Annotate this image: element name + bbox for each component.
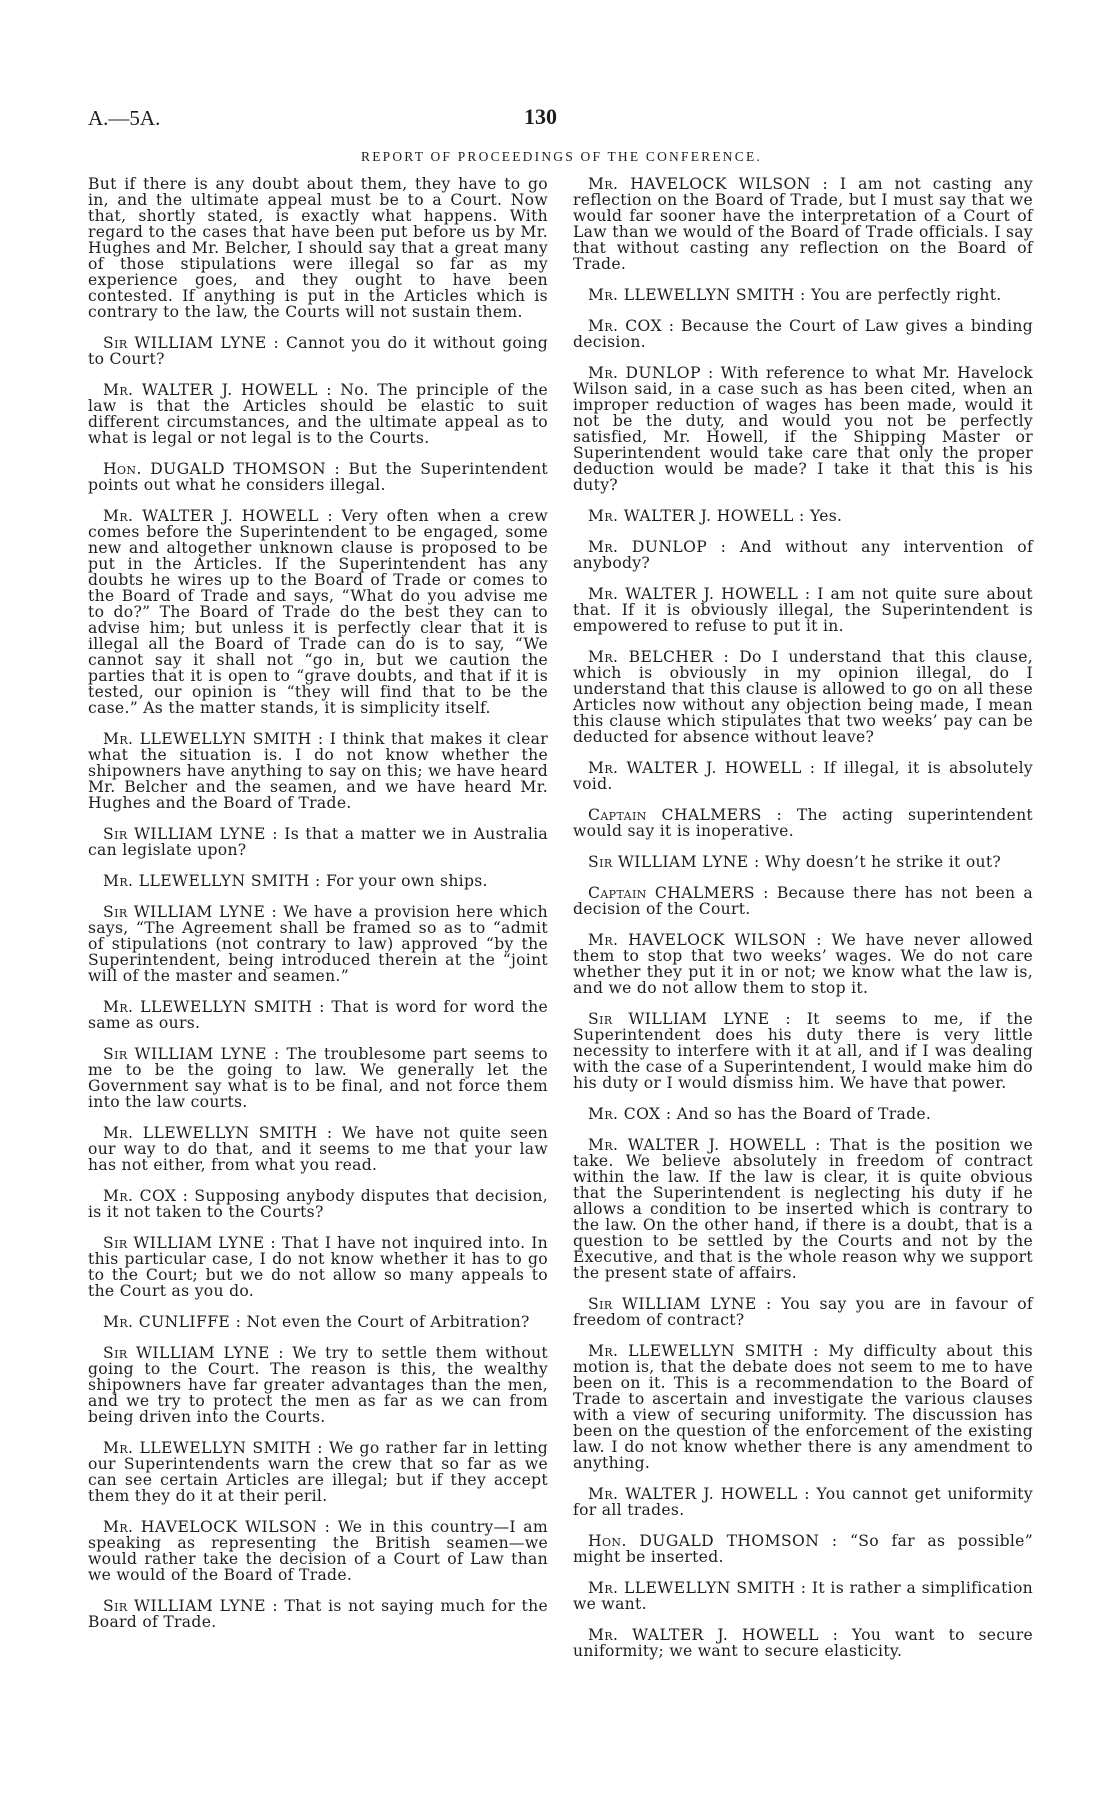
speech-text: I am not quite sure about that. If it is obviously illegal, the Superintendent is empowered to refuse to put it in. — [573, 585, 1033, 635]
speech-paragraph — [573, 287, 1033, 303]
speaker-name: Mr. WALTER J. HOWELL : — [588, 1136, 821, 1154]
speaker-name: Sir WILLIAM LYNE : — [588, 853, 760, 871]
speech-text: I think that makes it clear what the situation is. I do not know whether the shipowners have anything to say on this; we have heard Mr. Belcher and the seamen, and we have heard Mr. Hughes and the Board of Trade. — [88, 730, 548, 812]
speech-text: We go rather far in letting our Superintendents warn the crew that so far as we can see certain Articles are illegal; but if they accept them they do it at their peril. — [88, 1439, 549, 1505]
speaker-name: Mr. COX : — [588, 317, 675, 335]
speaker-name: Mr. CUNLIFFE : — [103, 1313, 242, 1331]
speech-text: That is the position we take. We believe absolutely in freedom of contract within the law. If the law is clear, it is quite obvious that the Superintendent is neglecting his duty if he allows a condition to be inserted which is contrary to the law. On the other hand, if there is a doubt, that is a question to be settled by the Courts and not by the Executive, and that is the whole reason why we support the present state of affairs. — [573, 1136, 1033, 1282]
speech-text: No. The principle of the law is that the Articles should be elastic to suit different circumstances, and the ultimate appeal as to what is legal or not legal is to the Courts. — [88, 381, 548, 447]
speech-paragraph — [573, 649, 1033, 745]
page-number: 130 — [524, 104, 557, 129]
speech-paragraph — [88, 1345, 548, 1425]
speaker-name: Mr. LLEWELLYN SMITH : — [103, 872, 321, 890]
speaker-name: Mr. LLEWELLYN SMITH : — [103, 730, 324, 748]
speech-text: We try to settle them without going to the Court. The reason is this, the wealthy shipowners have far greater advantages than the men, and we try to protect the men as far as we can from being driven into the Courts. — [88, 1344, 548, 1426]
speech-paragraph — [88, 731, 548, 811]
speaker-name: Sir WILLIAM LYNE : — [588, 1010, 791, 1028]
speech-paragraph — [88, 508, 548, 716]
speech-text: If illegal, it is absolutely void. — [573, 759, 1033, 793]
speaker-name: Mr. LLEWELLYN SMITH : — [103, 1124, 333, 1142]
speaker-name: Mr. DUNLOP : — [588, 538, 727, 556]
speech-text: My difficulty about this motion is, that the debate does not seem to me to have been on it. This is a recommendation to the Board of Trade to ascertain and investigate the various clauses with a view of securing uniformity. The discussion has been on the question of the enforcement of the existing law. I do not know whether there is any amendment to anything. — [573, 1342, 1033, 1472]
speech-text: The acting superintendent would say it is inoperative. — [573, 806, 1033, 840]
speech-text: Is that a matter we in Australia can legislate upon? — [88, 825, 548, 859]
speech-paragraph — [88, 1188, 548, 1220]
speech-paragraph — [88, 461, 548, 493]
speech-text: It seems to me, if the Superintendent does his duty there is very little necessity to interfere with it at all, and if I was dealing with the case of a Superintendent, I would make him do his duty or I would dismiss him. We have that power. — [573, 1010, 1033, 1092]
speech-paragraph — [573, 508, 1033, 524]
speech-paragraph — [88, 1598, 548, 1630]
speech-paragraph — [573, 1296, 1033, 1328]
speech-text: We have not quite seen our way to do that, and it seems to me that your law has not either, from what you read. — [88, 1124, 548, 1174]
speech-paragraph — [88, 999, 548, 1031]
speech-text: But the Superintendent points out what he considers illegal. — [88, 460, 548, 494]
speech-text: The troublesome part seems to me to be the going to law. We generally let the Government say what is to be final, and not force them into the law courts. — [88, 1045, 548, 1111]
speaker-name: Mr. WALTER J. HOWELL : — [103, 381, 332, 399]
speech-paragraph — [573, 807, 1033, 839]
speech-text: Yes. — [809, 507, 843, 525]
speech-paragraph — [573, 1343, 1033, 1471]
speech-paragraph — [573, 885, 1033, 917]
speech-paragraph — [573, 586, 1033, 634]
speech-paragraph — [88, 1314, 548, 1330]
speech-paragraph — [573, 854, 1033, 870]
speech-paragraph — [573, 1137, 1033, 1281]
speech-text: We in this country—I am speaking as representing the British seamen—we would rather take the decision of a Court of Law than we would of the Board of Trade. — [88, 1518, 548, 1584]
speech-text: And so has the Board of Trade. — [676, 1105, 932, 1123]
speaker-name: Sir WILLIAM LYNE : — [103, 1597, 279, 1615]
speech-paragraph — [573, 1486, 1033, 1518]
speaker-name: Mr. HAVELOCK WILSON : — [103, 1518, 331, 1536]
speech-paragraph — [88, 1440, 548, 1504]
speech-paragraph — [573, 1106, 1033, 1122]
speech-paragraph — [573, 176, 1033, 272]
speaker-name: Mr. COX : — [103, 1187, 189, 1205]
speaker-name: Mr. LLEWELLYN SMITH : — [588, 1579, 807, 1597]
speaker-name: Sir WILLIAM LYNE : — [103, 1045, 280, 1063]
speech-paragraph — [88, 335, 548, 367]
speech-text: And without any intervention of anybody? — [573, 538, 1034, 572]
speech-paragraph — [88, 1235, 548, 1299]
speech-text: I am not casting any reflection on the Board of Trade, but I must say that we would far sooner have the interpretation of a Court of Law than we would of the Board of Trade officials. I say that without casting any reflection on the Board of Trade. — [573, 175, 1033, 273]
speech-paragraph — [573, 1580, 1033, 1612]
speaker-name: Sir WILLIAM LYNE : — [103, 825, 278, 843]
running-title: REPORT OF PROCEEDINGS OF THE CONFERENCE. — [361, 149, 762, 164]
speaker-name: Mr. COX : — [588, 1105, 672, 1123]
speaker-name: Captain CHALMERS : — [588, 884, 769, 902]
speech-text: Do I understand that this clause, which is obviously in my opinion illegal, do I understand that this clause is allowed to go on all these Articles now without any objection being made, I mean this clause which stipulates that two weeks’ pay can be deducted for absence without leave? — [573, 648, 1033, 746]
speech-paragraph — [88, 1046, 548, 1110]
speaker-name: Sir WILLIAM LYNE : — [588, 1295, 772, 1313]
speaker-name: Sir WILLIAM LYNE : — [103, 903, 278, 921]
speech-text: That I have not inquired into. In this particular case, I do not know whether it has to go to the Court; but we do not allow so many appeals to the Court as you do. — [88, 1234, 548, 1300]
speaker-name: Mr. WALTER J. HOWELL : — [588, 585, 811, 603]
speech-text: Cannot you do it without going to Court? — [88, 334, 548, 368]
speech-text: We have a provision here which says, “The Agreement shall be framed so as to “admit of stipulations (not contrary to law) approved “by the Superintendent, being introduced therein at the “joint will of the master and seamen.” — [88, 903, 548, 985]
speech-paragraph — [573, 318, 1033, 350]
speech-paragraph — [573, 539, 1033, 571]
speech-text: That is word for word the same as ours. — [88, 998, 548, 1032]
speech-text: You say you are in favour of freedom of contract? — [573, 1295, 1033, 1329]
speech-text: Because the Court of Law gives a binding decision. — [573, 317, 1033, 351]
speech-text: You want to secure uniformity; we want to secure elasticity. — [573, 1626, 1033, 1660]
speaker-name: Mr. DUNLOP : — [588, 364, 714, 382]
continued-text — [88, 176, 548, 320]
speaker-name: Mr. WALTER J. HOWELL : — [588, 1626, 839, 1644]
left-column — [88, 176, 548, 1645]
speaker-name: Mr. BELCHER : — [588, 648, 730, 666]
speech-text: Why doesn’t he strike it out? — [764, 853, 1002, 871]
speech-text: Not even the Court of Arbitration? — [246, 1313, 530, 1331]
speaker-name: Mr. WALTER J. HOWELL : — [588, 759, 816, 777]
speaker-name: Sir WILLIAM LYNE : — [103, 334, 280, 352]
speaker-name: Hon. DUGALD THOMSON : — [103, 460, 341, 478]
speech-text: “So far as possible” might be inserted. — [573, 1532, 1033, 1566]
speech-text: Very often when a crew comes before the Superintendent to be engaged, some new and altogether unknown clause is proposed to be put in the Articles. If the Superintendent has any doubts he wires up to the Board of Trade or comes to the Board of Trade and says, “What do you advise me to do?” The Board of Trade do the best they can to advise him; but unless it is perfectly clear that it is illegal all the Board of Trade can do is to say, “We cannot say it shall not “go in, but we caution the parties that it is open to “grave doubts, and that if it is tested, our opinion is “they will find that to be the case.” As the matter stands, it is simplicity itself. — [88, 507, 548, 717]
speech-paragraph — [573, 1533, 1033, 1565]
speech-text: For your own ships. — [325, 872, 488, 890]
speech-paragraph — [573, 932, 1033, 996]
speech-paragraph — [88, 873, 548, 889]
speech-text: Supposing anybody disputes that decision, is it not taken to the Courts? — [88, 1187, 548, 1221]
speech-text: But if there is any doubt about them, they have to go in, and the ultimate appeal must be to a Court. Now that, shortly stated, is exactly what happens. With regard to the cases that have been put before us by Mr. Hughes and Mr. Belcher, I should say that a great many of those stipulations were illegal so far as my experience goes, and they ought to have been contested. If anything is put in the Articles which is contrary to the law, the Courts will not sustain them. — [88, 175, 548, 321]
speaker-name: Mr. LLEWELLYN SMITH : — [103, 1439, 323, 1457]
speech-paragraph — [573, 1627, 1033, 1659]
speaker-name: Mr. HAVELOCK WILSON : — [588, 931, 822, 949]
speaker-name: Mr. HAVELOCK WILSON : — [588, 175, 829, 193]
speech-paragraph — [88, 904, 548, 984]
speech-text: That is not saying much for the Board of Trade. — [88, 1597, 548, 1631]
right-column — [573, 176, 1033, 1674]
speaker-name: Mr. WALTER J. HOWELL : — [588, 507, 805, 525]
speaker-name: Mr. LLEWELLYN SMITH : — [588, 1342, 819, 1360]
speaker-name: Sir WILLIAM LYNE : — [103, 1344, 284, 1362]
speech-paragraph — [573, 365, 1033, 493]
speech-paragraph — [573, 1011, 1033, 1091]
speaker-name: Sir WILLIAM LYNE : — [103, 1234, 277, 1252]
speech-paragraph — [573, 760, 1033, 792]
speaker-name: Hon. DUGALD THOMSON : — [588, 1532, 838, 1550]
speaker-name: Mr. LLEWELLYN SMITH : — [103, 998, 325, 1016]
speech-text: It is rather a simplification we want. — [573, 1579, 1033, 1613]
speech-text: Because there has not been a decision of the Court. — [573, 884, 1033, 918]
speech-text: You cannot get uniformity for all trades. — [573, 1485, 1033, 1519]
speech-paragraph — [88, 382, 548, 446]
speech-text: We have never allowed them to stop that two weeks’ wages. We do not care whether they put it in or not; we know what the law is, and we do not allow them to stop it. — [573, 931, 1033, 997]
speaker-name: Mr. WALTER J. HOWELL : — [103, 507, 333, 525]
speech-text: You are perfectly right. — [810, 286, 1002, 304]
speech-text: With reference to what Mr. Havelock Wilson said, in a case such as has been cited, when an improper reduction of wages has been made, would it not be the duty, and would you not be perfectly satisfied, Mr. Howell, if the Shipping Master or Superintendent would take care that only the proper deduction would be made? I take it that this is his duty? — [573, 364, 1033, 494]
speech-paragraph — [88, 1519, 548, 1583]
speaker-name: Mr. LLEWELLYN SMITH : — [588, 286, 806, 304]
speaker-name: Mr. WALTER J. HOWELL : — [588, 1485, 810, 1503]
speech-paragraph — [88, 826, 548, 858]
speaker-name: Captain CHALMERS : — [588, 806, 783, 824]
speech-paragraph — [88, 1125, 548, 1173]
document-reference: A.—5A. — [88, 106, 161, 130]
